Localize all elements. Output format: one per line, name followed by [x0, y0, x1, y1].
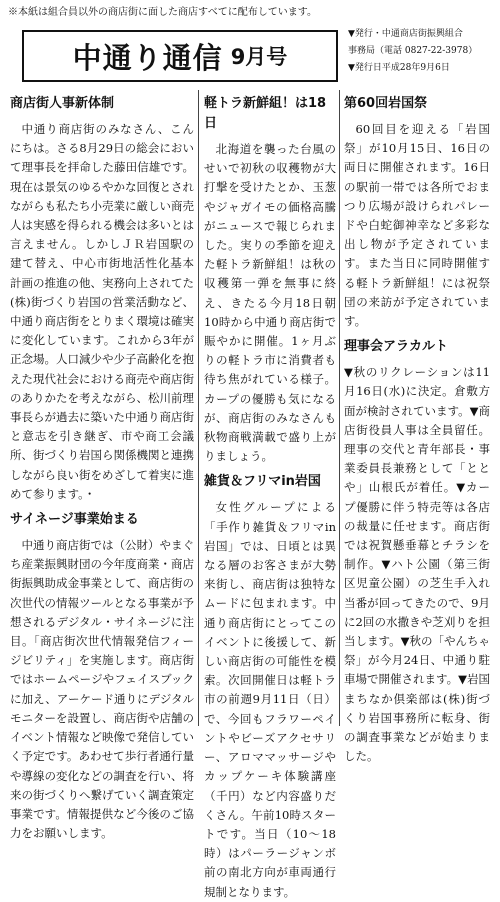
- masthead-issue: 9月号: [230, 45, 288, 69]
- publish-date: ▼発行日平成28年9月6日: [348, 63, 450, 73]
- article-body-board: ▼秋のリクレーションは11月16日(水)に決定。倉敷方面が検討されています。▼商店街役員人事は全員留任。理事の交代と青年部長・事業委員長兼務として「ととや」山根氏が着任。▼カープ優勝に伴う特売等は各店の裁量に任せます。商店街では祝賀懸垂幕とチラシを制作。▼ハト公園（第三街区児童公園）の芝生手入れ当番が回ってきたので、9月に2回の水撒きや芝刈りを担当します。▼秋の「やんちゃ祭」が今月24日、中通り駐車場で開催されます。▼岩国まちなか倶楽部は(株)街づくり岩国事務所に転身、街の調査事業などが始まりました。: [344, 365, 490, 764]
- column-divider: [198, 90, 199, 726]
- article-heading-keitora: 軽トラ新鮮組！は18日: [204, 96, 327, 131]
- column-2: [204, 94, 336, 899]
- masthead-title: 中通り通信: [72, 40, 223, 75]
- masthead: [22, 30, 338, 82]
- article-body-keitora: 北海道を襲った台風のせいで初秋の収穫物が大打撃を受けたとか、玉葱やジャガイモの価格高騰がニュースで報じられました。実りの季節を迎えた軽トラ新鮮組！は秋の収穫第一弾を無事に終え、きたる今月18日朝10時から中通り商店街で賑やかに開催。1ヶ月ぶりの軽トラ市に消費者も待ち焦がれている様子。カープの優勝も気になるが、商店街のみなさんも秋物商戦満載で盛り上がりましょう。: [204, 142, 336, 464]
- article-body-flea-market: 女性グループによる「手作り雑貨＆フリマin岩国」では、日頃とは異なる層のお客さまが大勢来街し、商店街は独特なムードに包まれます。中通り商店街にとってこのイベントに後援して、新しい商店街の可能性を模索。次回開催日は軽トラ市の前週9月11日（日）で、今回もフラワーペイントやビーズアクセサリー、アロママッサージやカップケーキ体験講座（千円）など内容盛りだくさん。午前10時スタートです。当日（10～18時）はパーラージャンボ前の南北方向が車両通行規制となります。: [204, 500, 336, 899]
- column-divider: [339, 90, 340, 726]
- column-3: [344, 94, 490, 764]
- publisher-info: [348, 26, 494, 77]
- article-heading-festival: 第60回岩国祭: [344, 96, 428, 111]
- article-heading-board: 理事会アラカルト: [344, 339, 449, 355]
- column-1: [10, 94, 194, 841]
- article-body-festival: 60回目を迎える「岩国祭」が10月15日、16日の両日に開催されます。16日の駅前一帯では各所でおまつり広場が設けられパレードや白蛇御神幸など多彩な出し物が予定されています。また当日に同時開催する軽トラ新鮮組！には祝祭団の来訪が予定されています。: [344, 122, 490, 329]
- article-heading-flea-market: 雑貨＆フリマin岩国: [204, 474, 321, 490]
- publisher-line: ▼発行・中通商店街振興組合: [348, 29, 463, 39]
- article-body-signage: 中通り商店街では（公財）やまぐち産業振興財団の今年度商業・商店街振興助成金事業として、商店街の次世代の情報ツールとなる事業が予想されるデジタル・サイネージに注目。「商店街次世代情報発信フィージビリティ」を実施します。商店街ではホームページやフェイスブックに加え、アーケード通りにデジタルモニターを設置し、商店街や店舗のイベント情報など映像で発信していく予定です。あわせて歩行者通行量や導線の変化などの調査を行い、将来の街づくりへ繋げていく調査策定事業です。情報提供など今後のご協力をお願いします。: [10, 538, 194, 841]
- article-heading-signage: サイネージ事業始まる: [10, 512, 139, 528]
- article-body-personnel: 中通り商店街のみなさん、こんにちは。さる8月29日の総会において理事長を拝命した藤田信雄です。現在は景気のゆるやかな回復とされながらも私たち小売業に厳しい商売人は実感を得られる機会は多いとは言えません。しかしＪＲ岩国駅の建て替え、中心市街地活性化基本計画の推進の他、実務向上されてた(株)街づくり岩国の営業活動など、中通り商店街をとりまく環境は確実に変化しています。これから3年が正念場。人口減少や少子高齢化を抱えた現代社会における商売や商店街のありかたを考えながら、松川前理事長らが過去に築いた中通り商店街と意志を引き継ぎ、市や商工会議所、街づくり岩国ら関係機関と連携しながら良い街をめざして着実に進めて参ります。・: [10, 122, 194, 501]
- distribution-note: ※本紙は組合員以外の商店街に面した商店すべてに配布しています。: [8, 7, 317, 18]
- publisher-office: 事務局（電話 0827-22-3978）: [348, 46, 478, 56]
- article-heading-personnel: 商店街人事新体制: [10, 96, 115, 111]
